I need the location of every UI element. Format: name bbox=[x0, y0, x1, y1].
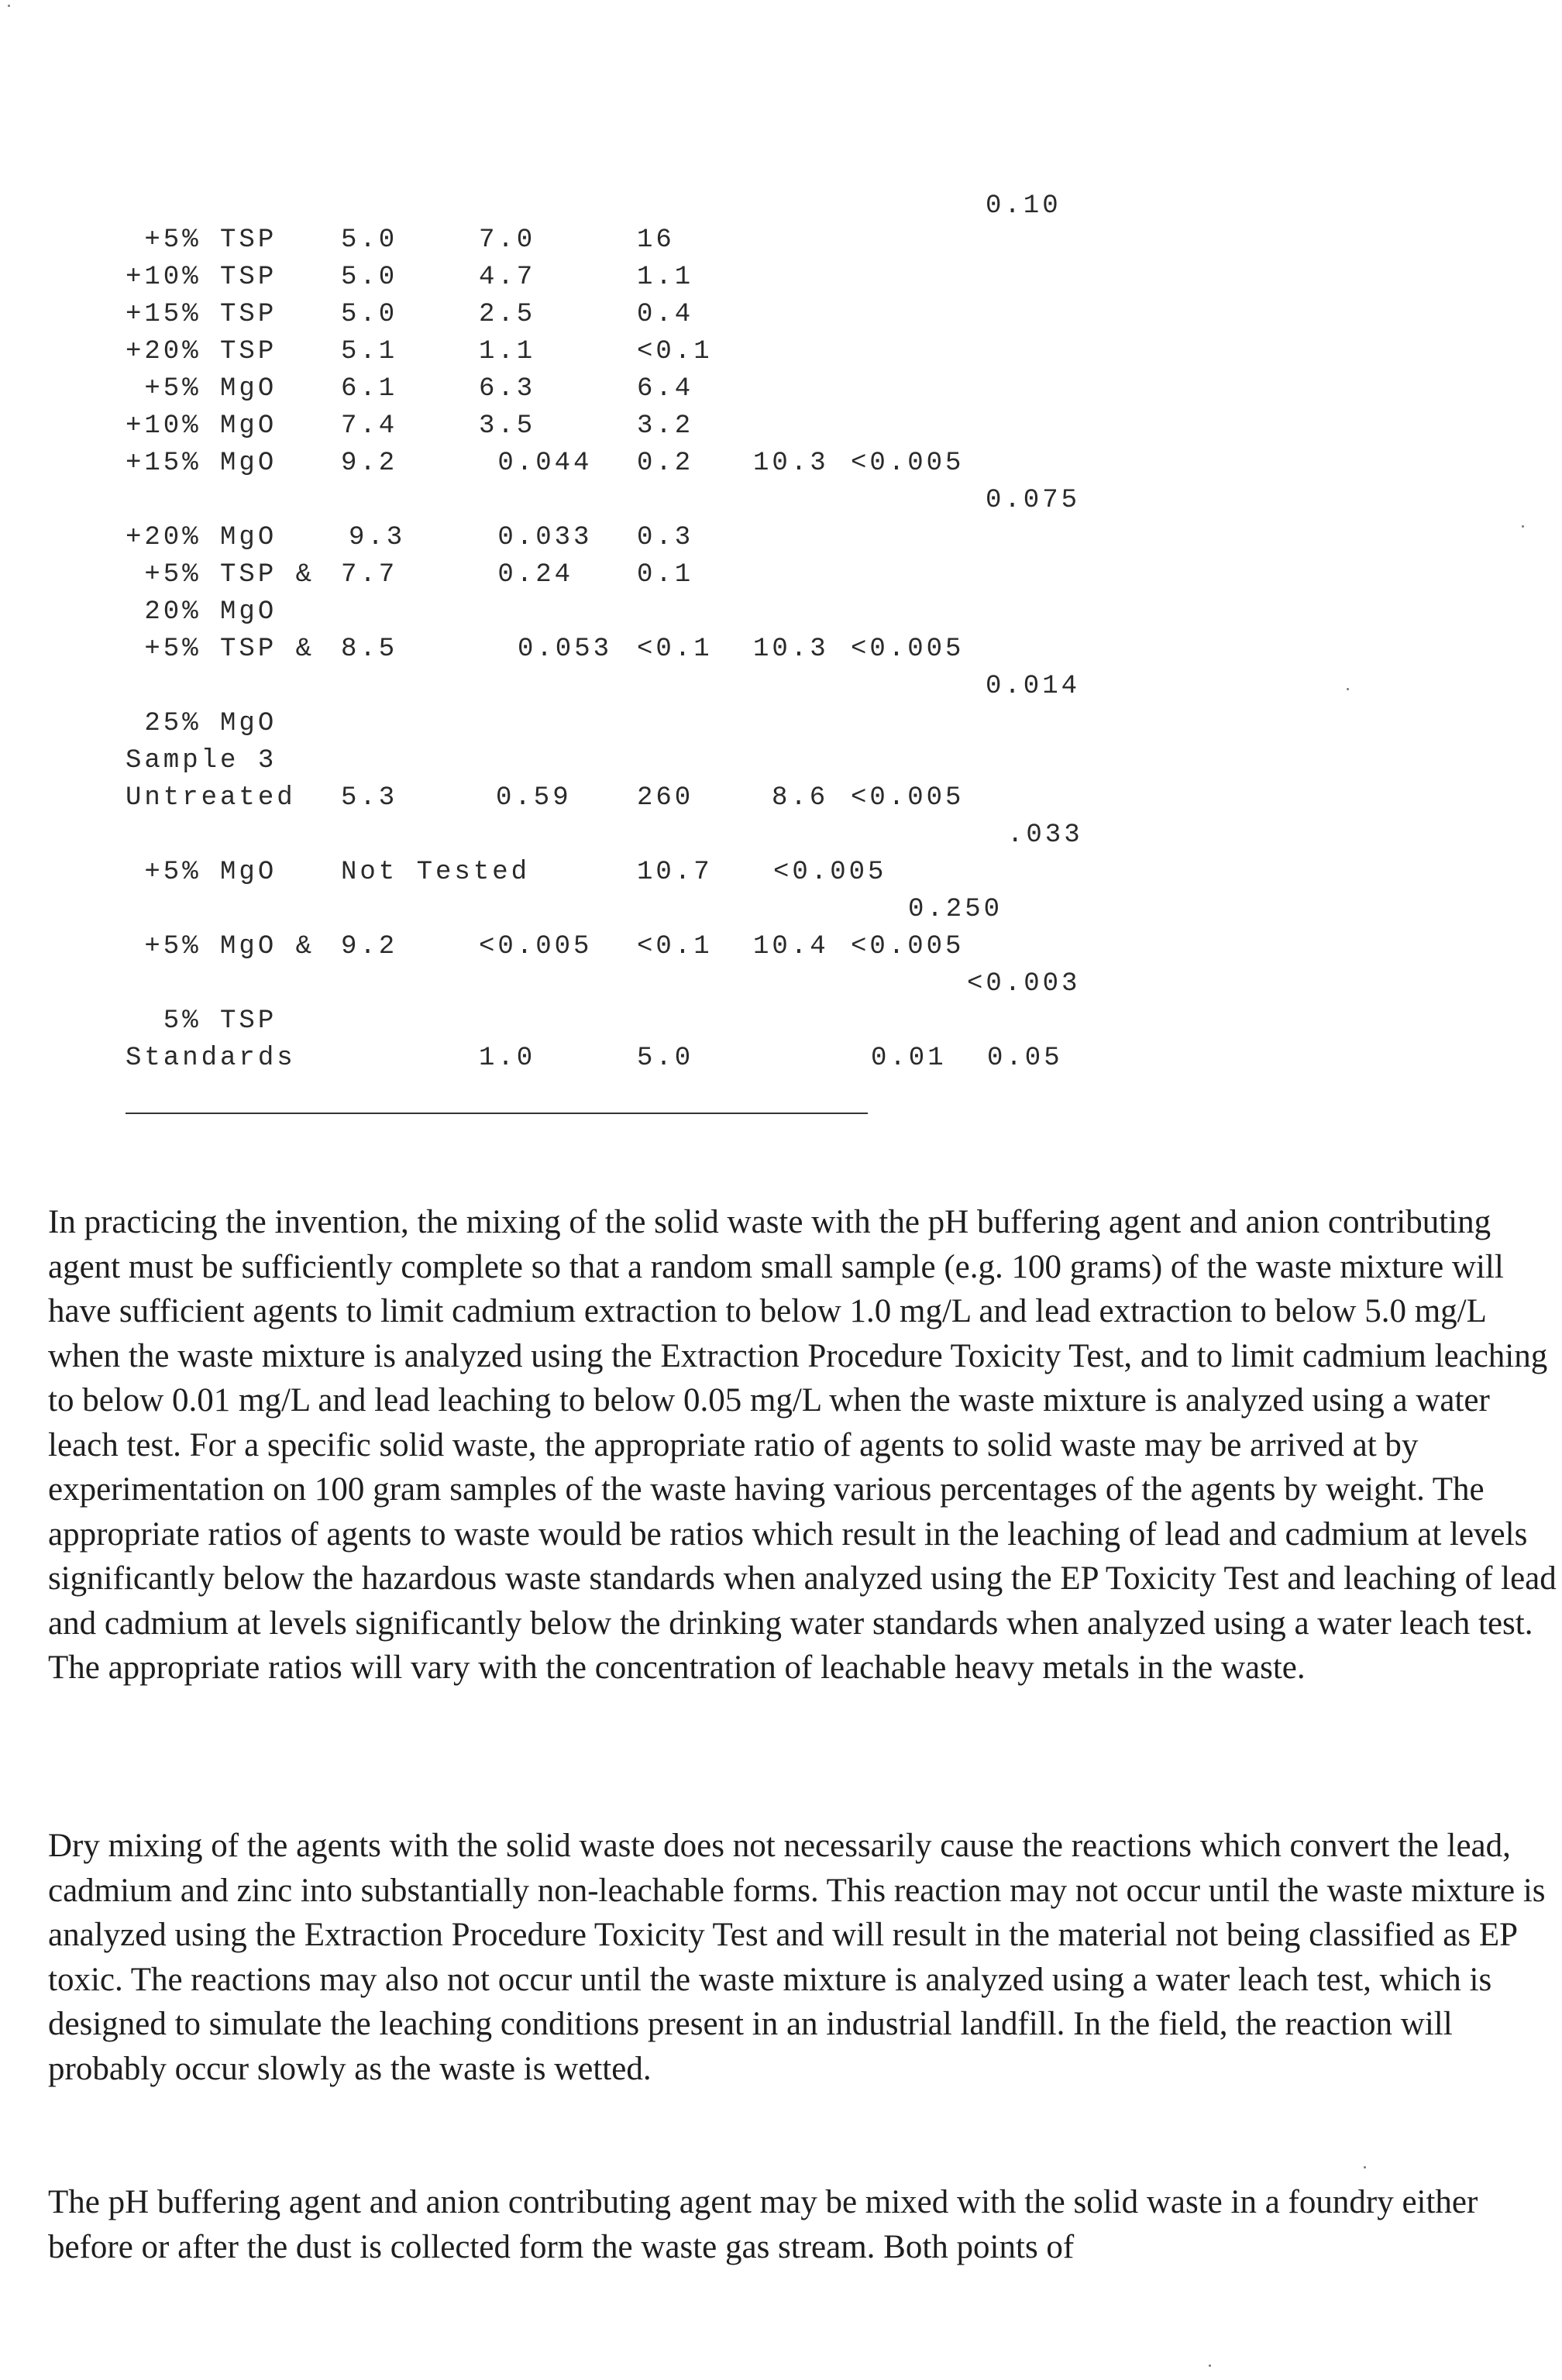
table-row bbox=[0, 408, 1162, 445]
treatment-label: +5% TSP & bbox=[126, 560, 315, 590]
cd-ep-value: 7.0 bbox=[479, 225, 536, 255]
cd-wl-standard: 0.01 bbox=[871, 1044, 947, 1073]
pb-value: 0.10 bbox=[986, 191, 1061, 221]
ph-wl-value: 10.4 bbox=[753, 932, 829, 961]
cd-wl-value: <0.005 bbox=[851, 635, 965, 664]
table-row bbox=[0, 333, 1162, 370]
ph-value: 6.1 bbox=[341, 374, 398, 404]
pb-ep-value: <0.1 bbox=[637, 337, 713, 366]
cd-ep-value: 3.5 bbox=[479, 411, 536, 441]
pb-wl-value: 0.014 bbox=[986, 672, 1081, 701]
body-paragraph: In practicing the invention, the mixing of the solid waste with the pH buffering agent and anion contributing agent must be sufficiently complete so that a random small sample (e.g. 100 grams) of the waste mixture will have sufficient agents to limit cadmium extraction to below 1.0 mg/L and lead extraction to below 5.0 mg/L when the waste mixture is analyzed using the Extraction Procedure Toxicity Test, and to limit cadmium leaching to below 0.01 mg/L and lead leaching to below 0.05 mg/L when the waste mixture is analyzed using a water leach test. For a specific solid waste, the appropriate ratio of agents to solid waste may be arrived at by experimentation on 100 gram samples of the waste having various percentages of the agents by weight. The appropriate ratios of agents to waste would be ratios which result in the leaching of lead and cadmium at levels significantly below the hazardous waste standards when analyzed using the EP Toxicity Test and leaching of lead and cadmium at levels significantly below the drinking water standards when analyzed using a water leach test. The appropriate ratios will vary with the concentration of leachable heavy metals in the waste. bbox=[48, 1204, 1557, 1686]
ph-value: 9.3 bbox=[349, 523, 406, 552]
pb-ep-value: 260 bbox=[637, 783, 694, 813]
cd-ep-standard: 1.0 bbox=[479, 1044, 536, 1073]
cd-ep-value: 0.59 bbox=[496, 783, 572, 813]
body-paragraph: Dry mixing of the agents with the solid waste does not necessarily cause the reactions which convert the lead, cadmium and zinc into substantially non-leachable forms. This reaction may not occur until the waste mixture is analyzed using the Extraction Procedure Toxicity Test and will result in the material not being classified as EP toxic. The reactions may also not occur until the waste mixture is analyzed using a water leach test, which is designed to simulate the leaching conditions present in an industrial landfill. In the field, the reaction will probably occur slowly as the waste is wetted. bbox=[48, 1828, 1546, 2087]
pb-wl-standard: 0.05 bbox=[987, 1044, 1063, 1073]
pb-ep-value: 3.2 bbox=[637, 411, 694, 441]
cd-ep-value: 2.5 bbox=[479, 300, 536, 329]
ph-value: 5.0 bbox=[341, 263, 398, 292]
treatment-label: +5% MgO bbox=[126, 374, 277, 404]
table-row bbox=[0, 631, 1162, 668]
cd-ep-value: 0.044 bbox=[479, 449, 593, 478]
table-row bbox=[0, 854, 1162, 891]
pb-ep-value: 0.4 bbox=[637, 300, 694, 329]
ph-value: Not Tested bbox=[341, 858, 531, 887]
treatment-label: +15% TSP bbox=[126, 300, 277, 329]
pb-ep-value: 0.3 bbox=[637, 523, 694, 552]
treatment-label: Untreated bbox=[126, 783, 296, 813]
cd-ep-value: 4.7 bbox=[479, 263, 536, 292]
pb-wl-value: <0.003 bbox=[967, 969, 1081, 999]
standards-row bbox=[0, 1040, 1162, 1077]
ph-value: 5.3 bbox=[341, 783, 398, 813]
pb-ep-value: 0.1 bbox=[637, 560, 694, 590]
ph-value: 5.0 bbox=[341, 225, 398, 255]
table-row bbox=[0, 556, 1162, 593]
pb-ep-value: 6.4 bbox=[637, 374, 694, 404]
table-row bbox=[0, 445, 1162, 482]
table-row bbox=[0, 370, 1162, 408]
cd-wl-value: <0.005 bbox=[851, 783, 965, 813]
treatment-label: 25% MgO bbox=[126, 709, 277, 738]
treatment-label: +10% MgO bbox=[126, 411, 277, 441]
pb-ep-value: 16 bbox=[637, 225, 675, 255]
cd-wl-value: <0.005 bbox=[773, 858, 887, 887]
cd-ep-value: 0.053 bbox=[518, 635, 613, 664]
table-row bbox=[0, 779, 1162, 817]
ph-wl-value: 10.3 bbox=[753, 449, 829, 478]
table-row bbox=[0, 928, 1162, 965]
cd-ep-value: 1.1 bbox=[479, 337, 536, 366]
pb-ep-value: 0.2 bbox=[637, 449, 694, 478]
table-bottom-rule bbox=[126, 1113, 868, 1114]
treatment-label: 20% MgO bbox=[126, 597, 277, 627]
ph-value: 5.0 bbox=[341, 300, 398, 329]
ph-wl-value: 8.6 bbox=[772, 783, 829, 813]
pb-ep-standard: 5.0 bbox=[637, 1044, 694, 1073]
ph-wl-value: 10.7 bbox=[637, 858, 713, 887]
ph-value: 9.2 bbox=[341, 932, 398, 961]
cd-ep-value: <0.005 bbox=[479, 932, 593, 961]
cd-ep-value: 6.3 bbox=[479, 374, 536, 404]
body-paragraph: The pH buffering agent and anion contributing agent may be mixed with the solid waste in a foundry either before or after the dust is collected form the waste gas stream. Both points of bbox=[48, 2184, 1478, 2265]
sample-heading: Sample 3 bbox=[126, 746, 277, 776]
scan-speck bbox=[1209, 2365, 1211, 2367]
ph-value: 9.2 bbox=[341, 449, 398, 478]
pb-ep-value: <0.1 bbox=[637, 932, 713, 961]
treatment-label: 5% TSP bbox=[126, 1006, 277, 1036]
pb-wl-value: .033 bbox=[1007, 820, 1083, 850]
cd-wl-value: <0.005 bbox=[851, 932, 965, 961]
cd-wl-value: <0.005 bbox=[851, 449, 965, 478]
pb-wl-value: 0.075 bbox=[986, 486, 1081, 515]
table-row bbox=[0, 519, 1162, 556]
ph-wl-value: 10.3 bbox=[753, 635, 829, 664]
treatment-label: +20% MgO bbox=[126, 523, 277, 552]
cd-ep-value: 0.24 bbox=[479, 560, 574, 590]
ph-value: 8.5 bbox=[341, 635, 398, 664]
treatment-label: +15% MgO bbox=[126, 449, 277, 478]
scan-speck bbox=[8, 5, 10, 7]
scan-speck bbox=[1347, 688, 1349, 690]
treatment-label: +20% TSP bbox=[126, 337, 277, 366]
pb-ep-value: <0.1 bbox=[637, 635, 713, 664]
ph-value: 7.7 bbox=[341, 560, 398, 590]
scan-speck bbox=[1364, 2166, 1366, 2168]
treatment-label: +5% TSP bbox=[126, 225, 277, 255]
treatment-label: +5% MgO bbox=[126, 858, 277, 887]
treatment-label: +5% TSP & bbox=[126, 635, 315, 664]
table-row bbox=[0, 222, 1162, 259]
scan-speck bbox=[1522, 525, 1524, 528]
cd-ep-value: 0.033 bbox=[479, 523, 593, 552]
treatment-label: +10% TSP bbox=[126, 263, 277, 292]
pb-ep-value: 1.1 bbox=[637, 263, 694, 292]
ph-value: 7.4 bbox=[341, 411, 398, 441]
treatment-label: +5% MgO & bbox=[126, 932, 315, 961]
pb-wl-value: 0.250 bbox=[908, 895, 1003, 924]
table-row bbox=[0, 259, 1162, 296]
ph-value: 5.1 bbox=[341, 337, 398, 366]
table-row bbox=[0, 296, 1162, 333]
standards-label: Standards bbox=[126, 1044, 296, 1073]
